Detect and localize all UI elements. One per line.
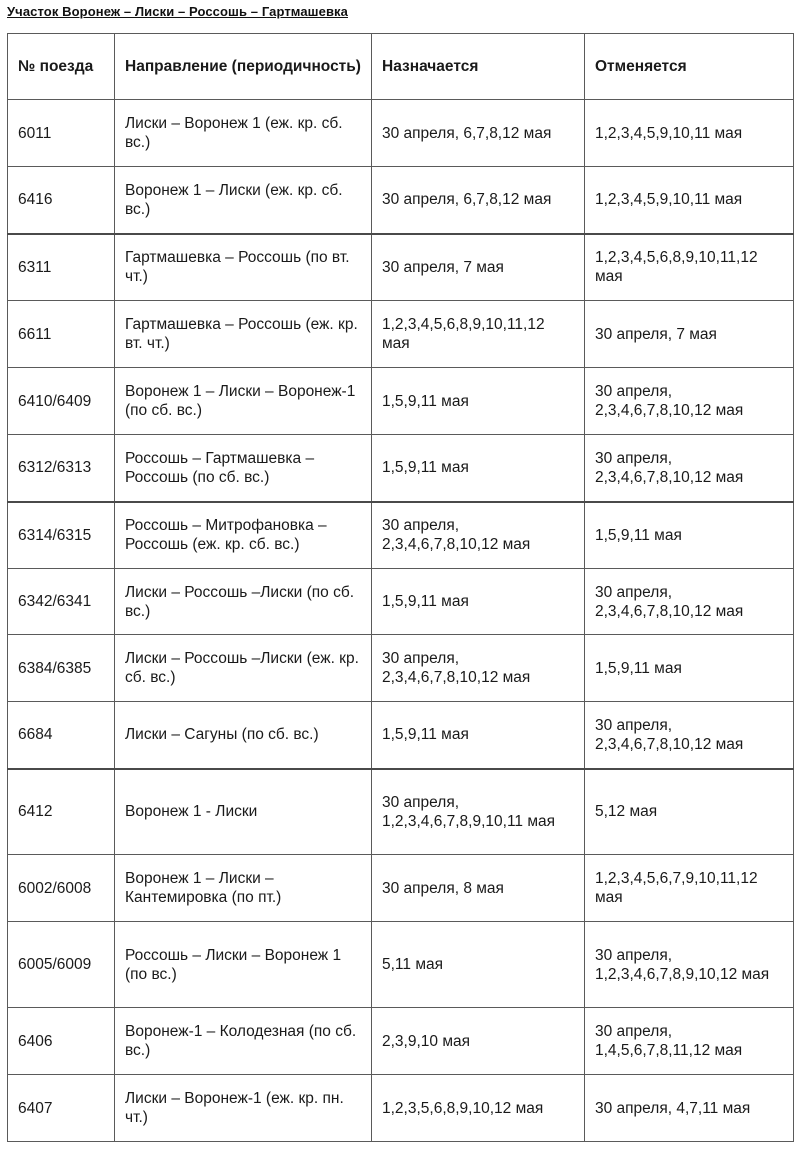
cell-direction: Россошь – Митрофановка – Россошь (еж. кр. сб. вс.) [115,502,372,569]
table-row [8,769,794,855]
cell-scheduled: 1,2,3,4,5,6,8,9,10,11,12 мая [372,301,585,368]
table-row [8,167,794,234]
cell-train-number: 6684 [8,702,115,769]
cell-direction: Гартмашевка – Россошь (еж. кр. вт. чт.) [115,301,372,368]
cell-direction: Лиски – Россошь –Лиски (еж. кр. сб. вс.) [115,635,372,702]
header-train-number: № поезда [8,34,115,100]
cell-train-number: 6412 [8,769,115,855]
cell-train-number: 6407 [8,1075,115,1142]
table-row [8,502,794,569]
cell-cancelled: 1,5,9,11 мая [585,502,794,569]
cell-direction: Лиски – Сагуны (по сб. вс.) [115,702,372,769]
header-scheduled: Назначается [372,34,585,100]
cell-direction: Лиски – Воронеж-1 (еж. кр. пн. чт.) [115,1075,372,1142]
table-row [8,702,794,769]
cell-train-number: 6342/6341 [8,569,115,635]
table-row [8,855,794,922]
cell-cancelled: 30 апреля, 1,2,3,4,6,7,8,9,10,12 мая [585,922,794,1008]
cell-train-number: 6406 [8,1008,115,1075]
cell-cancelled: 1,2,3,4,5,6,7,9,10,11,12 мая [585,855,794,922]
table-row [8,635,794,702]
cell-cancelled: 30 апреля, 2,3,4,6,7,8,10,12 мая [585,435,794,502]
cell-cancelled: 1,2,3,4,5,9,10,11 мая [585,167,794,234]
cell-scheduled: 1,5,9,11 мая [372,702,585,769]
cell-scheduled: 30 апреля, 6,7,8,12 мая [372,167,585,234]
page-title: Участок Воронеж – Лиски – Россошь – Гартмашевка [7,4,348,19]
cell-scheduled: 30 апреля, 6,7,8,12 мая [372,100,585,167]
cell-scheduled: 5,11 мая [372,922,585,1008]
cell-scheduled: 2,3,9,10 мая [372,1008,585,1075]
cell-scheduled: 1,5,9,11 мая [372,435,585,502]
table-row [8,922,794,1008]
table-row [8,301,794,368]
cell-train-number: 6384/6385 [8,635,115,702]
cell-scheduled: 1,2,3,5,6,8,9,10,12 мая [372,1075,585,1142]
cell-scheduled: 30 апреля, 1,2,3,4,6,7,8,9,10,11 мая [372,769,585,855]
table-row [8,1075,794,1142]
cell-cancelled: 30 апреля, 2,3,4,6,7,8,10,12 мая [585,702,794,769]
cell-train-number: 6314/6315 [8,502,115,569]
cell-scheduled: 1,5,9,11 мая [372,569,585,635]
cell-cancelled: 1,2,3,4,5,9,10,11 мая [585,100,794,167]
cell-cancelled: 1,5,9,11 мая [585,635,794,702]
cell-cancelled: 30 апреля, 4,7,11 мая [585,1075,794,1142]
cell-scheduled: 30 апреля, 7 мая [372,234,585,301]
table-header-row [8,34,794,100]
cell-scheduled: 30 апреля, 2,3,4,6,7,8,10,12 мая [372,635,585,702]
cell-direction: Гартмашевка – Россошь (по вт. чт.) [115,234,372,301]
cell-train-number: 6311 [8,234,115,301]
header-cancelled: Отменяется [585,34,794,100]
cell-scheduled: 30 апреля, 8 мая [372,855,585,922]
cell-direction: Лиски – Воронеж 1 (еж. кр. сб. вс.) [115,100,372,167]
cell-direction: Воронеж 1 - Лиски [115,769,372,855]
cell-direction: Россошь – Гартмашевка – Россошь (по сб. вс.) [115,435,372,502]
cell-train-number: 6002/6008 [8,855,115,922]
cell-scheduled: 1,5,9,11 мая [372,368,585,435]
header-direction: Направление (периодичность) [115,34,372,100]
cell-scheduled: 30 апреля, 2,3,4,6,7,8,10,12 мая [372,502,585,569]
cell-cancelled: 30 апреля, 1,4,5,6,7,8,11,12 мая [585,1008,794,1075]
table-row [8,435,794,502]
table-row [8,1008,794,1075]
table-row [8,234,794,301]
cell-train-number: 6410/6409 [8,368,115,435]
cell-train-number: 6005/6009 [8,922,115,1008]
cell-train-number: 6611 [8,301,115,368]
cell-cancelled: 30 апреля, 7 мая [585,301,794,368]
cell-direction: Воронеж-1 – Колодезная (по сб. вс.) [115,1008,372,1075]
cell-cancelled: 30 апреля, 2,3,4,6,7,8,10,12 мая [585,569,794,635]
cell-train-number: 6312/6313 [8,435,115,502]
cell-direction: Воронеж 1 – Лиски – Кантемировка (по пт.) [115,855,372,922]
cell-direction: Воронеж 1 – Лиски – Воронеж-1 (по сб. вс.) [115,368,372,435]
cell-direction: Воронеж 1 – Лиски (еж. кр. сб. вс.) [115,167,372,234]
cell-direction: Лиски – Россошь –Лиски (по сб. вс.) [115,569,372,635]
cell-direction: Россошь – Лиски – Воронеж 1 (по вс.) [115,922,372,1008]
cell-cancelled: 5,12 мая [585,769,794,855]
table-row [8,368,794,435]
cell-cancelled: 30 апреля, 2,3,4,6,7,8,10,12 мая [585,368,794,435]
cell-train-number: 6011 [8,100,115,167]
schedule-table [7,33,794,1142]
table-row [8,100,794,167]
cell-train-number: 6416 [8,167,115,234]
cell-cancelled: 1,2,3,4,5,6,8,9,10,11,12 мая [585,234,794,301]
table-row [8,569,794,635]
